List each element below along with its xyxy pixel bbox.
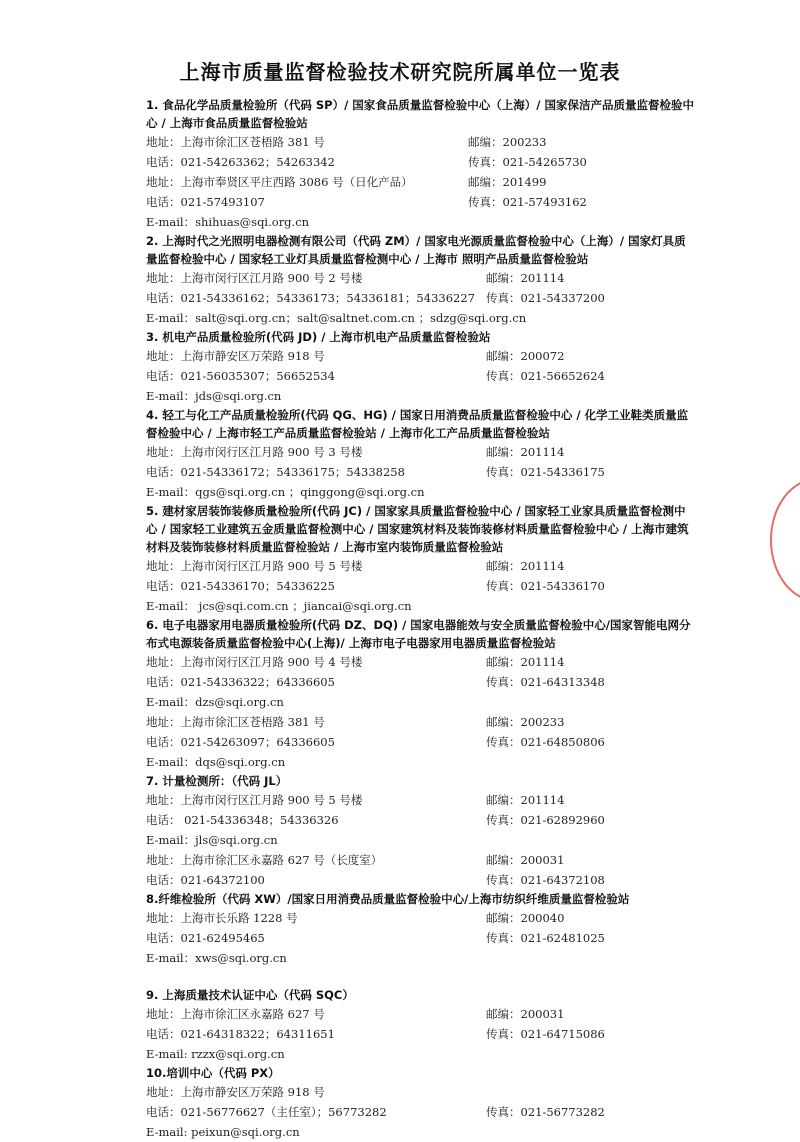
- contact-row: [146, 1102, 706, 1122]
- contact-left: 地址：上海市徐汇区苍梧路 381 号: [146, 715, 325, 729]
- contact-left: 电话：021-56035307；56652534: [146, 369, 335, 383]
- unit-title: 4. 轻工与化工产品质量检验所(代码 QG、HG) / 国家日用消费品质量监督检验中心 / 化学工业鞋类质量监督检验中心 / 上海市轻工产品质量监督检验站 / 上海市化工产品质量监督检验站: [146, 408, 689, 440]
- contact-right: 传真：021-54336170: [486, 579, 605, 593]
- contact-left: 电话：021-54336170；54336225: [146, 579, 335, 593]
- contact-row: [146, 1122, 706, 1142]
- contact-left: E-mail：salt@sqi.org.cn；salt@saltnet.com.cn ；sdzg@sqi.org.cn: [146, 311, 527, 325]
- contact-row: [146, 366, 706, 386]
- contact-row: [146, 308, 706, 328]
- contact-left: E-mail：jds@sqi.org.cn: [146, 389, 282, 403]
- contact-left: 地址：上海市静安区万荣路 918 号: [146, 349, 325, 363]
- contact-left: 地址：上海市闵行区江月路 900 号 2 号楼: [146, 271, 363, 285]
- contact-left: 地址：上海市徐汇区苍梧路 381 号: [146, 135, 325, 149]
- contact-right: 邮编：201114: [486, 793, 565, 807]
- unit-title: 2. 上海时代之光照明电器检测有限公司（代码 ZM）/ 国家电光源质量监督检验中心（上海）/ 国家灯具质量监督检验中心 / 国家轻工业灯具质量监督检测中心 / 上海市 照明产品质量监督检验站: [146, 234, 686, 266]
- contact-right: 传真：021-56773282: [486, 1105, 605, 1119]
- contact-row: [146, 712, 706, 732]
- contact-row: [146, 870, 706, 890]
- contact-row: [146, 386, 706, 406]
- unit-section: [146, 772, 706, 890]
- contact-row: [146, 830, 706, 850]
- unit-section: [146, 232, 706, 328]
- contact-row: [146, 810, 706, 830]
- contact-row: [146, 928, 706, 948]
- unit-title: 10.培训中心（代码 PX）: [146, 1066, 280, 1080]
- contact-right: 邮编：200031: [486, 1007, 565, 1021]
- contact-row: [146, 732, 706, 752]
- contact-row: [146, 172, 706, 192]
- contact-right: 邮编：201114: [486, 271, 565, 285]
- contact-left: 电话：021-54336172；54336175；54338258: [146, 465, 405, 479]
- unit-section: [146, 328, 706, 406]
- contact-right: 邮编：201114: [486, 559, 565, 573]
- contact-left: 地址：上海市闵行区江月路 900 号 5 号楼: [146, 559, 363, 573]
- unit-section: [146, 616, 706, 772]
- contact-row: [146, 152, 706, 172]
- contact-row: [146, 346, 706, 366]
- contact-left: 电话：021-54336322；64336605: [146, 675, 335, 689]
- contact-row: [146, 1024, 706, 1044]
- contact-row: [146, 1082, 706, 1102]
- contact-right: 邮编：200072: [486, 349, 565, 363]
- contact-right: 传真：021-64715086: [486, 1027, 605, 1041]
- contact-right: 传真：021-54265730: [468, 155, 587, 169]
- contact-right: 传真：021-62892960: [486, 813, 605, 827]
- contact-left: 电话：021-64372100: [146, 873, 265, 887]
- contact-row: [146, 948, 706, 968]
- unit-title: 7. 计量检测所：（代码 JL）: [146, 774, 288, 788]
- contact-right: 传真：021-64850806: [486, 735, 605, 749]
- contact-row: [146, 212, 706, 232]
- contact-right: 邮编：201114: [486, 445, 565, 459]
- unit-section: [146, 502, 706, 616]
- contact-row: [146, 482, 706, 502]
- contact-right: 传真：021-54337200: [486, 291, 605, 305]
- contact-row: [146, 268, 706, 288]
- contact-left: E-mail： jcs@sqi.com.cn ；jiancai@sqi.org.cn: [146, 599, 412, 613]
- contact-left: 电话： 021-54336348；54336326: [146, 813, 339, 827]
- contact-left: E-mail: rzzx@sqi.org.cn: [146, 1047, 285, 1061]
- contact-left: E-mail: peixun@sqi.org.cn: [146, 1125, 300, 1139]
- contact-row: [146, 288, 706, 308]
- unit-title: 9. 上海质量技术认证中心（代码 SQC）: [146, 988, 354, 1002]
- section-gap: [146, 968, 706, 986]
- contact-right: 传真：021-64372108: [486, 873, 605, 887]
- contact-left: E-mail：jls@sqi.org.cn: [146, 833, 278, 847]
- contact-right: 邮编：201499: [468, 175, 547, 189]
- contact-right: 传真：021-56652624: [486, 369, 605, 383]
- contact-row: [146, 652, 706, 672]
- contact-left: 电话：021-57493107: [146, 195, 265, 209]
- contact-right: 传真：021-54336175: [486, 465, 605, 479]
- contact-row: [146, 192, 706, 212]
- unit-title: 6. 电子电器家用电器质量检验所(代码 DZ、DQ) / 国家电器能效与安全质量监督检验中心/国家智能电网分布式电源装备质量监督检验中心(上海)/ 上海市电子电器家用电器质量监督检验站: [146, 618, 691, 650]
- contact-right: 传真：021-62481025: [486, 931, 605, 945]
- contact-left: 地址：上海市长乐路 1228 号: [146, 911, 298, 925]
- red-seal-stamp: [770, 478, 800, 602]
- unit-title: 3. 机电产品质量检验所(代码 JD) / 上海市机电产品质量监督检验站: [146, 330, 491, 344]
- contact-left: 地址：上海市奉贤区平庄西路 3086 号（日化产品）: [146, 175, 413, 189]
- contact-row: [146, 596, 706, 616]
- contact-row: [146, 752, 706, 772]
- contact-row: [146, 692, 706, 712]
- contact-row: [146, 556, 706, 576]
- contact-row: [146, 790, 706, 810]
- contact-right: 邮编：200040: [486, 911, 565, 925]
- contact-left: 地址：上海市闵行区江月路 900 号 4 号楼: [146, 655, 363, 669]
- unit-list: [146, 96, 706, 1142]
- contact-row: [146, 442, 706, 462]
- contact-left: 电话：021-54336162；54336173；54336181；54336227: [146, 291, 475, 305]
- contact-row: [146, 576, 706, 596]
- contact-right: 传真：021-57493162: [468, 195, 587, 209]
- unit-title: 5. 建材家居装饰装修质量检验所(代码 JC) / 国家家具质量监督检验中心 / 国家轻工业家具质量监督检测中心 / 国家轻工业建筑五金质量监督检测中心 / 国家建筑材料及装饰装修材料质量监督检验中心 / 上海市建筑材料及装饰装修材料质量监督检验站 / 上海市室内装饰质量监督检验站: [146, 504, 689, 554]
- contact-row: [146, 462, 706, 482]
- contact-row: [146, 672, 706, 692]
- contact-left: 电话：021-62495465: [146, 931, 265, 945]
- unit-section: [146, 890, 706, 968]
- contact-right: 邮编：200233: [486, 715, 565, 729]
- contact-left: 地址：上海市闵行区江月路 900 号 3 号楼: [146, 445, 363, 459]
- unit-title: 1. 食品化学品质量检验所（代码 SP）/ 国家食品质量监督检验中心（上海）/ 国家保洁产品质量监督检验中心 / 上海市食品质量监督检验站: [146, 98, 694, 130]
- contact-left: E-mail：dqs@sqi.org.cn: [146, 755, 286, 769]
- contact-left: E-mail：dzs@sqi.org.cn: [146, 695, 284, 709]
- contact-left: 地址：上海市徐汇区永嘉路 627 号（长度室）: [146, 853, 383, 867]
- contact-row: [146, 1004, 706, 1024]
- contact-left: 地址：上海市闵行区江月路 900 号 5 号楼: [146, 793, 363, 807]
- contact-right: 邮编：200233: [468, 135, 547, 149]
- contact-row: [146, 908, 706, 928]
- contact-left: 电话：021-56776627（主任室）；56773282: [146, 1105, 387, 1119]
- contact-right: 传真：021-64313348: [486, 675, 605, 689]
- unit-title: 8.纤维检验所（代码 XW）/国家日用消费品质量监督检验中心/上海市纺织纤维质量监督检验站: [146, 892, 630, 906]
- contact-left: 地址：上海市徐汇区永嘉路 627 号: [146, 1007, 325, 1021]
- contact-left: 地址：上海市静安区万荣路 918 号: [146, 1085, 325, 1099]
- contact-left: 电话：021-64318322；64311651: [146, 1027, 335, 1041]
- contact-row: [146, 850, 706, 870]
- document-title: 上海市质量监督检验技术研究院所属单位一览表: [179, 60, 621, 84]
- contact-left: E-mail：shihuas@sqi.org.cn: [146, 215, 310, 229]
- contact-right: 邮编：201114: [486, 655, 565, 669]
- unit-section: [146, 406, 706, 502]
- contact-row: [146, 132, 706, 152]
- contact-right: 邮编：200031: [486, 853, 565, 867]
- unit-section: [146, 96, 706, 232]
- unit-section: [146, 986, 706, 1064]
- contact-left: E-mail：xws@sqi.org.cn: [146, 951, 287, 965]
- contact-row: [146, 1044, 706, 1064]
- unit-section: [146, 1064, 706, 1142]
- contact-left: 电话：021-54263362；54263342: [146, 155, 335, 169]
- contact-left: E-mail：qgs@sqi.org.cn ；qinggong@sqi.org.cn: [146, 485, 425, 499]
- contact-left: 电话：021-54263097；64336605: [146, 735, 335, 749]
